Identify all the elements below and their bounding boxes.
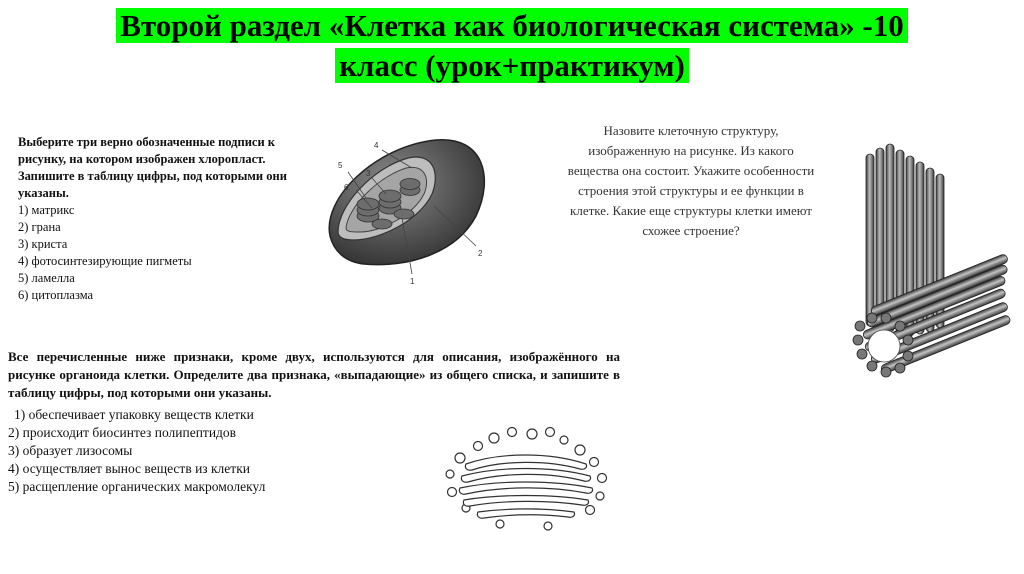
option-item: 4) осуществляет вынос веществ из клетки (8, 461, 250, 476)
option-item: 4) фотосинтезирующие пигметы (18, 254, 192, 268)
option-item: 6) цитоплазма (18, 288, 94, 302)
option-item: 5) расщепление органических макромолекул (8, 479, 266, 494)
option-item: 2) грана (18, 220, 61, 234)
golgi-apparatus-illustration-icon (440, 424, 610, 536)
figure-label-1: 1 (410, 277, 415, 286)
task-golgi-question: Все перечисленные ниже признаки, кроме двух, используются для описания, изображённого на рисунке органоида клетки. Определите два признака, «выпадающие» из общего списка, и запишите в таблицу цифры, под которыми они указаны. (8, 349, 620, 400)
slide-title-line2: класс (урок+практикум) (335, 48, 689, 83)
slide-title-line1: Второй раздел «Клетка как биологическая система» -10 (116, 8, 908, 43)
option-item: 3) криста (18, 237, 68, 251)
figure-label-6: 6 (344, 183, 349, 192)
option-item: 2) происходит биосинтез полипептидов (8, 425, 237, 440)
figure-label-2: 2 (478, 249, 483, 258)
chloroplast-illustration-icon (316, 128, 500, 294)
task-chloroplast (18, 134, 310, 304)
figure-label-4: 4 (374, 141, 379, 150)
option-item: 1) обеспечивает упаковку веществ клетки (14, 407, 254, 422)
task-chloroplast-question: Выберите три верно обозначенные подписи к рисунку, на котором изображен хлоропласт. Запишите в таблицу цифры, под которыми они указаны. (18, 135, 287, 200)
slide-title (22, 6, 1002, 86)
figure-label-3: 3 (366, 169, 371, 178)
centriole-illustration-icon (846, 140, 1018, 408)
option-item: 1) матрикс (18, 203, 75, 217)
task-centriole-question: Назовите клеточную структуру, изображенную на рисунке. Из какого вещества она состоит. Укажите особенности строения этой структуры и ее функции в клетке. Какие еще структуры клетки имеют схожее строение? (567, 123, 815, 238)
figure-label-5: 5 (338, 161, 343, 170)
option-item: 5) ламелла (18, 271, 75, 285)
task-chloroplast-options (18, 202, 310, 304)
option-item: 3) образует лизосомы (8, 443, 133, 458)
